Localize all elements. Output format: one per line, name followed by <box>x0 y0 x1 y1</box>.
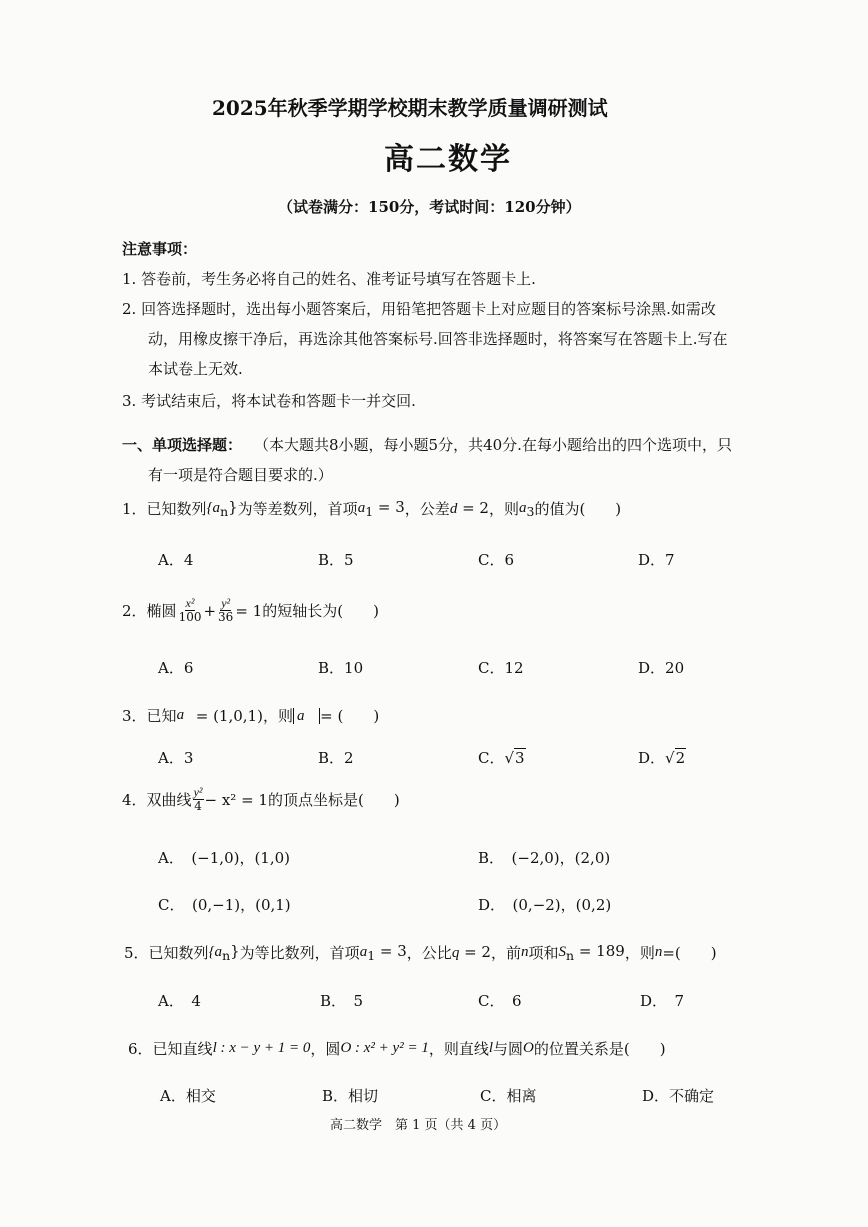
q3-option-d: D．√2 <box>638 749 686 767</box>
partial-sum: $S_n = 189$ <box>558 942 625 963</box>
q6-option-d: D．不确定 <box>642 1087 715 1105</box>
q3-option-b: B．2 <box>318 749 354 767</box>
sqrt-symbol: √3 <box>504 749 525 767</box>
question-text: ，公比 <box>406 944 452 962</box>
question-number: 3． <box>122 707 147 725</box>
q4-option-d: D． (0,−2)，(0,2) <box>478 896 612 914</box>
plus-sign: + <box>203 601 217 620</box>
q6-option-b: B．相切 <box>322 1087 379 1105</box>
section-1-heading: 一、单项选择题： <box>122 436 243 454</box>
variable-o: O <box>523 1040 534 1056</box>
q5-option-b: B． 5 <box>320 992 364 1010</box>
q5-option-d: D． 7 <box>640 992 685 1010</box>
q6-option-c: C．相离 <box>480 1087 537 1105</box>
question-text: 已知直线 <box>152 1040 213 1058</box>
q2-option-d: D．20 <box>638 659 685 677</box>
q4-option-c: C． (0,−1)，(0,1) <box>158 896 291 914</box>
sequence-symbol: $\{a_n\}$ <box>206 498 238 519</box>
vector-value: = (1,0,1) <box>195 706 263 725</box>
exam-info: （试卷满分：150分，考试时间：120分钟） <box>278 198 581 216</box>
equation-rest: − x² = 1 <box>204 790 268 809</box>
sqrt-symbol: √2 <box>665 749 686 767</box>
sequence-symbol: $\{a_n\}$ <box>208 942 240 963</box>
question-text: ，则 <box>624 944 655 962</box>
line-equation: l : x − y + 1 = 0 <box>212 1040 311 1056</box>
question-text: = ( ) <box>320 707 380 725</box>
question-text: 双曲线 <box>146 791 192 809</box>
question-2 <box>122 597 379 624</box>
q1-option-a: A．4 <box>158 551 194 569</box>
first-term: $a_1 = 3$ <box>359 942 407 963</box>
first-term: $a_1 = 3$ <box>357 498 405 519</box>
q1-option-d: D．7 <box>638 551 675 569</box>
section-1-desc-line-2: 有一项是符合题目要求的.） <box>148 466 333 484</box>
target-term: $a_3$ <box>518 500 535 519</box>
q2-option-c: C．12 <box>478 659 524 677</box>
fraction-y: $\frac{\text{y²}}{36}$ <box>218 596 234 624</box>
question-text: 已知数列 <box>146 500 207 518</box>
note-item-2-line-3: 本试卷上无效. <box>148 360 243 378</box>
question-text: ，前 <box>490 944 521 962</box>
note-item-3: 3. 考试结束后，将本试卷和答题卡一并交回. <box>122 392 416 410</box>
q1-option-c: C．6 <box>478 551 515 569</box>
question-text: 与圆 <box>493 1040 524 1058</box>
question-1 <box>122 498 621 519</box>
question-text: 的位置关系是( ) <box>533 1040 666 1058</box>
question-number: 1． <box>122 500 147 518</box>
q1-option-b: B．5 <box>318 551 354 569</box>
common-ratio: q = 2 <box>451 943 491 961</box>
note-item-2-line-2: 动，用橡皮擦干净后，再选涂其他答案标号.回答非选择题时，将答案写在答题卡上.写在 <box>148 330 728 348</box>
question-4 <box>122 786 400 813</box>
question-text: 的顶点坐标是( ) <box>267 791 400 809</box>
note-item-1: 1. 答卷前，考生务必将自己的姓名、准考证号填写在答题卡上. <box>122 270 536 288</box>
fraction-x: $\frac{\text{x²}}{100}$ <box>178 596 202 624</box>
question-number: 6． <box>128 1040 153 1058</box>
q3-option-c: C．√3 <box>478 749 525 767</box>
question-text: 为等差数列，首项 <box>237 500 358 518</box>
exam-title: 2025年秋季学期学校期末教学质量调研测试 <box>212 96 608 120</box>
note-item-2-line-1: 2. 回答选择题时，选出每小题答案后，用铅笔把答题卡上对应题目的答案标号涂黑.如需改 <box>122 300 716 318</box>
question-text: 项和 <box>528 944 559 962</box>
question-text: ，圆 <box>310 1040 341 1058</box>
question-text: 椭圆 <box>146 602 177 620</box>
circle-equation: O : x² + y² = 1 <box>340 1040 429 1056</box>
q4-option-a: A． (−1,0)，(1,0) <box>158 849 291 867</box>
q6-option-a: A．相交 <box>160 1087 216 1105</box>
variable-l: l <box>488 1040 494 1056</box>
section-1-desc-line-1: （本大题共8小题，每小题5分，共40分.在每小题给出的四个选项中，只 <box>254 436 732 454</box>
question-3 <box>122 705 379 726</box>
q5-option-a: A． 4 <box>158 992 201 1010</box>
q2-option-a: A．6 <box>158 659 194 677</box>
q4-option-b: B． (−2,0)，(2,0) <box>478 849 611 867</box>
q5-option-c: C． 6 <box>478 992 522 1010</box>
question-5 <box>124 942 717 963</box>
question-number: 4． <box>122 791 147 809</box>
question-text: 已知数列 <box>148 944 209 962</box>
question-number: 5． <box>124 944 149 962</box>
q3-option-a: A．3 <box>158 749 194 767</box>
question-text: 的值为( ) <box>534 500 622 518</box>
equation-rhs: = 1 <box>235 601 263 620</box>
notes-heading: 注意事项： <box>122 240 198 258</box>
question-text: 的短轴长为( ) <box>262 602 379 620</box>
vector-magnitude: a⃗ <box>293 708 320 724</box>
question-text: 已知 <box>146 707 177 725</box>
question-text: 为等比数列，首项 <box>239 944 360 962</box>
question-text: ，则直线 <box>428 1040 489 1058</box>
variable-n: n <box>520 944 529 960</box>
question-text: =( ) <box>662 944 717 962</box>
vector-a: a⃗ <box>176 707 196 723</box>
fraction-y: $\frac{\text{y²}}{4}$ <box>193 785 203 813</box>
question-text: ，则 <box>488 500 519 518</box>
subject-title: 高二数学 <box>384 142 512 177</box>
question-text: ，则 <box>262 707 293 725</box>
q2-option-b: B．10 <box>318 659 364 677</box>
question-text: ，公差 <box>404 500 450 518</box>
question-6 <box>128 1038 666 1059</box>
page-footer: 高二数学 第 1 页（共 4 页） <box>330 1118 507 1133</box>
variable-n: n <box>654 944 663 960</box>
common-difference: d = 2 <box>449 499 489 517</box>
question-number: 2． <box>122 602 147 620</box>
